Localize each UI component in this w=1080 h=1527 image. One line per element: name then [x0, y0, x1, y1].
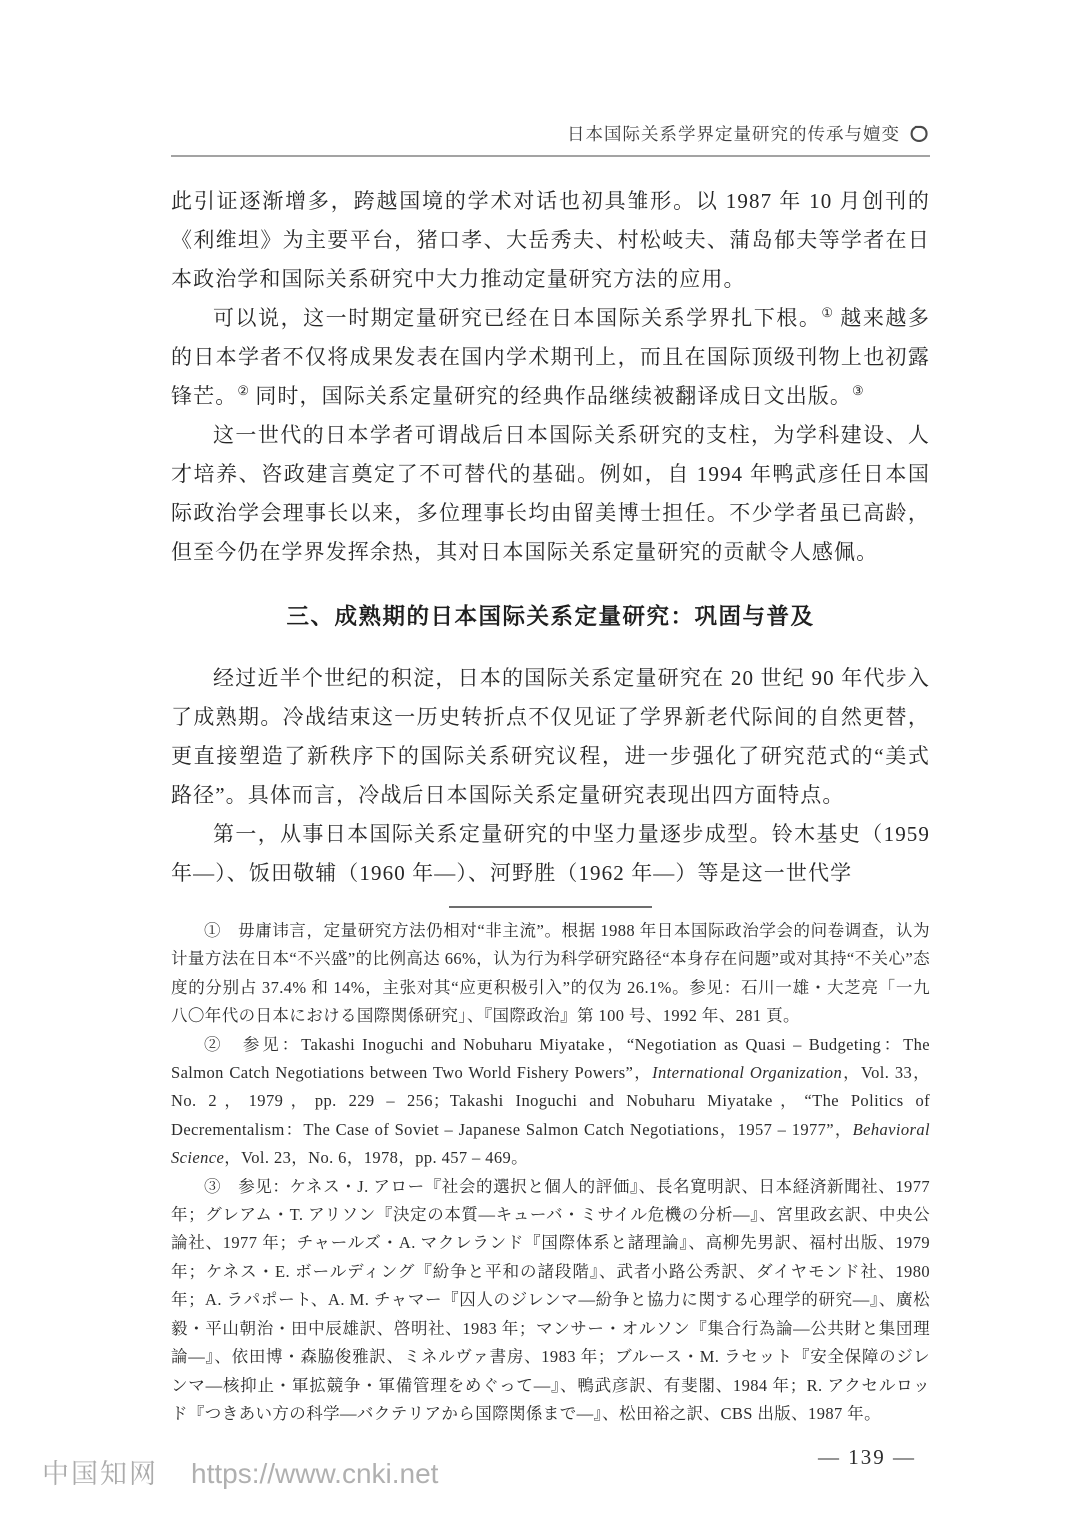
- footnote-2-text: ，Vol. 23，No. 6，1978，pp. 457 – 469。: [224, 1148, 529, 1168]
- footnote-ref-2: ②: [237, 383, 249, 398]
- article-body: [171, 182, 930, 893]
- footnote-2-text: ② 参见：Takashi Inoguchi and Nobuharu Miyatake，“Negotiation as Quasi – Budgeting：The Salmon Catch Negotiations between Two World Fishery Powers”，: [171, 1034, 930, 1083]
- footnote-2-journal-title: Behavioral Science: [171, 1119, 930, 1168]
- footnote-1: ① 毋庸讳言，定量研究方法仍相对“非主流”。根据 1988 年日本国际政治学会的问卷调查，认为计量方法在日本“不兴盛”的比例高达 66%，认为行为科学研究路径“本身存在问题”或对其持“不关心”态度的分别占 37.4% 和 14%，主张对其“应更积极引入”的仅为 26.1%。参见：石川一雄・大芝亮「一九八〇年代の日本における国際関係研究」、『国際政治』第 100 号、1992 年、281 頁。: [171, 921, 930, 1026]
- paragraph-2-text: 同时，国际关系定量研究的经典作品继续被翻译成日文出版。: [248, 384, 853, 408]
- paragraph-2: [171, 299, 930, 416]
- footnote-3: ③ 参见：ケネス・J. アロー『社会的選択と個人的評価』、長名寛明訳、日本経済新聞社、1977 年；グレアム・T. アリソン『決定の本質—キューバ・ミサイル危機の分析—』、宮里政玄訳、中央公論社、1977 年；チャールズ・A. マクレランド『国際体系と諸理論』、高柳先男訳、福村出版、1979 年；ケネス・E. ボールディング『紛争と平和の諸段階』、武者小路公秀訳、ダイヤモンド社、1980 年；A. ラパポート、A. M. チャマー『囚人のジレンマ—紛争と協力に関する心理学的研究—』、廣松毅・平山朝治・田中辰雄訳、啓明社、1983 年；マンサー・オルソン『集合行為論—公共財と集団理論—』、依田博・森脇俊雅訳、ミネルヴァ書房、1983 年；ブルース・M. ラセット『安全保障のジレンマ—核抑止・軍拡競争・軍備管理をめぐって—』、鴨武彦訳、有斐閣、1984 年；R. アクセルロッド『つきあい方の科学—バクテリアから国際関係まで—』、松田裕之訳、CBS 出版、1987 年。: [171, 1176, 930, 1423]
- footnote-2: [171, 1031, 930, 1173]
- page-number: — 139 —: [818, 1445, 916, 1470]
- footnote-ref-1: ①: [821, 305, 834, 320]
- paragraph-2-text: 可以说，这一时期定量研究已经在日本国际关系学界扎下根。: [213, 306, 822, 330]
- footnote-divider: [449, 906, 652, 908]
- running-head: [171, 0, 930, 146]
- journal-logo-icon: [907, 122, 930, 145]
- footnote-2-journal-title: International Organization: [652, 1063, 843, 1083]
- header-divider: [171, 155, 930, 157]
- cnki-watermark: [42, 1452, 438, 1491]
- cnki-brand-text: 中国知网: [42, 1459, 158, 1489]
- paragraph-2-text: 越来越多的日本学者不仅将成果发表在国内学术期刊上，而且在国际顶级刊物上也初露锋芒。: [171, 306, 931, 408]
- paragraph-4: 经过近半个世纪的积淀，日本的国际关系定量研究在 20 世纪 90 年代步入了成熟期。冷战结束这一历史转折点不仅见证了学界新老代际间的自然更替，更直接塑造了新秩序下的国际关系研究议程，进一步强化了研究范式的“美式路径”。具体而言，冷战后日本国际关系定量研究表现出四方面特点。: [171, 666, 930, 807]
- paragraph-3: 这一世代的日本学者可谓战后日本国际关系研究的支柱，为学科建设、人才培养、咨政建言奠定了不可替代的基础。例如，自 1994 年鸭武彦任日本国际政治学会理事长以来，多位理事长均由留美博士担任。不少学者虽已高龄，但至今仍在学界发挥余热，其对日本国际关系定量研究的贡献令人感佩。: [171, 423, 930, 564]
- section-heading: 三、成熟期的日本国际关系定量研究：巩固与普及: [286, 604, 815, 629]
- footnote-2-text: ，Vol. 33，No. 2，1979，pp. 229 – 256；Takashi Inoguchi and Nobuharu Miyatake，“The Politics of Decrementalism：The Case of Soviet – Japanese Salmon Catch Negotiations，1957 – 1977”，: [171, 1063, 930, 1139]
- page-content-column: [171, 0, 930, 1470]
- footnotes: [171, 917, 930, 1428]
- paragraph-5: 第一，从事日本国际关系定量研究的中坚力量逐步成型。铃木基史（1959 年—）、饭田敬辅（1960 年—）、河野胜（1962 年—）等是这一世代学: [171, 822, 930, 885]
- running-head-title: 日本国际关系学界定量研究的传承与嬗变: [567, 124, 900, 144]
- footnote-ref-3: ③: [852, 383, 864, 398]
- paragraph-1: 此引证逐渐增多，跨越国境的学术对话也初具雏形。以 1987 年 10 月创刊的《利维坦》为主要平台，猪口孝、大岳秀夫、村松岐夫、蒲岛郁夫等学者在日本政治学和国际关系研究中大力推动定量研究方法的应用。: [171, 189, 930, 291]
- cnki-url-text: https://www.cnki.net: [191, 1458, 439, 1489]
